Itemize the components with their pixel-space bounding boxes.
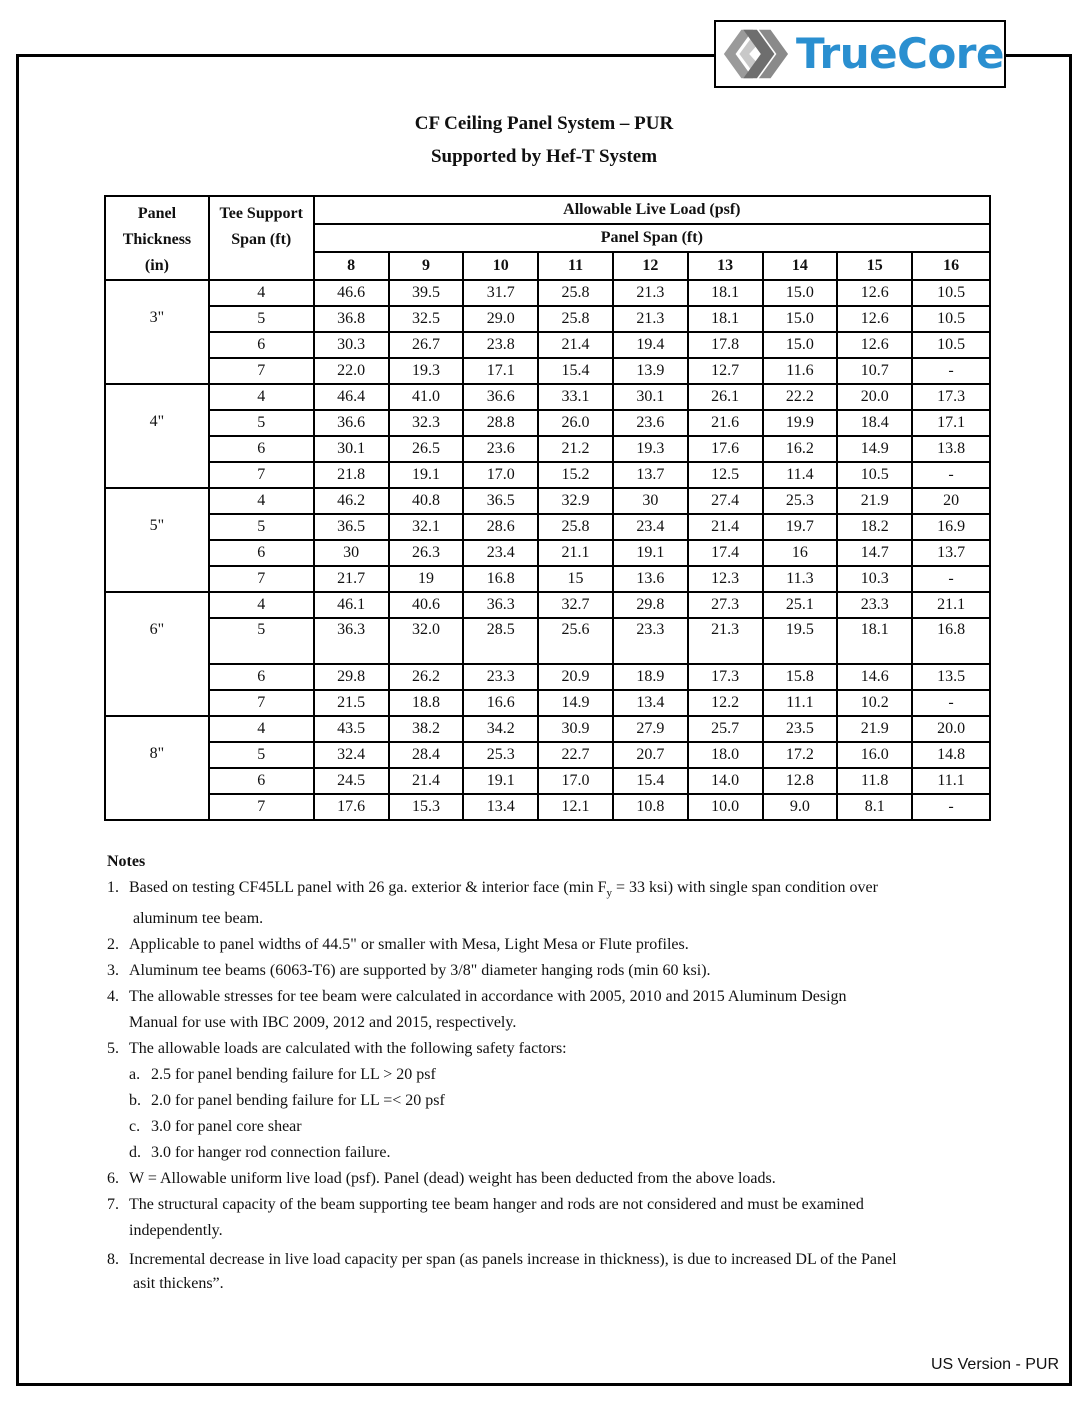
note-subitem: a. 2.5 for panel bending failure for LL > 20 psf <box>129 1066 436 1084</box>
load-value-cell: 34.2 <box>463 716 538 742</box>
load-value-cell: 10.8 <box>613 794 688 820</box>
tee-span-cell: 7 <box>209 358 314 384</box>
load-value-cell: 14.6 <box>837 664 912 690</box>
panel-thickness-cell: 5" <box>105 488 209 592</box>
load-value-cell: 32.0 <box>389 618 464 664</box>
load-value-cell: 13.4 <box>463 794 538 820</box>
load-value-cell: 18.1 <box>837 618 912 664</box>
header-span-11: 11 <box>538 252 613 280</box>
load-value-cell: 30 <box>613 488 688 514</box>
panel-thickness-cell: 3" <box>105 280 209 384</box>
header-span-8: 8 <box>314 252 389 280</box>
note-item <box>107 1036 1007 1166</box>
load-value-cell: 12.1 <box>538 794 613 820</box>
load-value-cell: 21.1 <box>912 592 990 618</box>
load-value-cell: 46.1 <box>314 592 389 618</box>
load-value-cell: 19 <box>389 566 464 592</box>
load-value-cell: 38.2 <box>389 716 464 742</box>
load-value-cell: 9.0 <box>763 794 838 820</box>
header-span-16: 16 <box>912 252 990 280</box>
load-value-cell: 25.8 <box>538 280 613 306</box>
load-value-cell: 40.6 <box>389 592 464 618</box>
note-subitem: b. 2.0 for panel bending failure for LL =< 20 psf <box>129 1092 445 1110</box>
header-span-12: 12 <box>613 252 688 280</box>
load-value-cell: 10.2 <box>837 690 912 716</box>
load-value-cell: 23.4 <box>613 514 688 540</box>
load-value-cell: 21.7 <box>314 566 389 592</box>
load-value-cell: 23.3 <box>613 618 688 664</box>
load-value-cell: 21.2 <box>538 436 613 462</box>
load-value-cell: 46.4 <box>314 384 389 410</box>
load-value-cell: - <box>912 566 990 592</box>
load-value-cell: 22.7 <box>538 742 613 768</box>
load-value-cell: 11.6 <box>763 358 838 384</box>
load-value-cell: 14.0 <box>688 768 763 794</box>
allowable-load-table <box>104 195 991 821</box>
load-value-cell: 13.6 <box>613 566 688 592</box>
load-value-cell: 15 <box>538 566 613 592</box>
load-value-cell: 17.0 <box>538 768 613 794</box>
load-value-cell: 19.3 <box>613 436 688 462</box>
note-number: 2. <box>107 936 119 954</box>
load-value-cell: 18.1 <box>688 306 763 332</box>
table-row <box>105 462 990 488</box>
load-value-cell: 22.0 <box>314 358 389 384</box>
note-subitem: c. 3.0 for panel core shear <box>129 1118 302 1136</box>
load-value-cell: 32.9 <box>538 488 613 514</box>
tee-span-cell: 6 <box>209 436 314 462</box>
header-span-13: 13 <box>688 252 763 280</box>
load-value-cell: 30.1 <box>314 436 389 462</box>
load-value-cell: 14.9 <box>837 436 912 462</box>
load-value-cell: 21.9 <box>837 488 912 514</box>
load-value-cell: 41.0 <box>389 384 464 410</box>
tee-span-cell: 6 <box>209 540 314 566</box>
load-value-cell: 18.2 <box>837 514 912 540</box>
table-row <box>105 280 990 306</box>
load-value-cell: 19.3 <box>389 358 464 384</box>
load-value-cell: - <box>912 690 990 716</box>
table-row <box>105 566 990 592</box>
load-value-cell: 20.7 <box>613 742 688 768</box>
load-value-cell: 19.7 <box>763 514 838 540</box>
load-value-cell: 13.9 <box>613 358 688 384</box>
load-value-cell: 20.9 <box>538 664 613 690</box>
load-value-cell: 12.8 <box>763 768 838 794</box>
load-value-cell: 30.3 <box>314 332 389 358</box>
load-value-cell: 39.5 <box>389 280 464 306</box>
table-row <box>105 384 990 410</box>
table-row <box>105 410 990 436</box>
tee-span-cell: 6 <box>209 332 314 358</box>
load-value-cell: 26.1 <box>688 384 763 410</box>
load-value-cell: 26.5 <box>389 436 464 462</box>
load-value-cell: 10.0 <box>688 794 763 820</box>
load-value-cell: 17.2 <box>763 742 838 768</box>
load-value-cell: 32.1 <box>389 514 464 540</box>
note-item <box>107 958 1007 984</box>
load-value-cell: 18.1 <box>688 280 763 306</box>
load-value-cell: 16.8 <box>912 618 990 664</box>
note-item <box>107 1248 1007 1296</box>
load-value-cell: 15.8 <box>763 664 838 690</box>
note-item <box>107 1166 1007 1192</box>
tee-span-cell: 7 <box>209 462 314 488</box>
tee-span-cell: 4 <box>209 384 314 410</box>
note-text: Based on testing CF45LL panel with 26 ga. exterior & interior face (min $F_y = 33$ ksi) with single span condition over <box>129 879 878 900</box>
tee-span-cell: 7 <box>209 690 314 716</box>
table-row <box>105 332 990 358</box>
header-panel-span: Panel Span (ft) <box>314 224 990 252</box>
load-value-cell: 15.2 <box>538 462 613 488</box>
load-value-cell: 36.8 <box>314 306 389 332</box>
load-value-cell: 21.6 <box>688 410 763 436</box>
load-value-cell: 28.8 <box>463 410 538 436</box>
load-value-cell: 11.1 <box>763 690 838 716</box>
page-title: CF Ceiling Panel System – PUR <box>414 113 674 134</box>
load-value-cell: 28.6 <box>463 514 538 540</box>
tee-span-cell: 5 <box>209 514 314 540</box>
note-continuation: aluminum tee beam. <box>133 910 264 928</box>
load-value-cell: 33.1 <box>538 384 613 410</box>
table-row <box>105 618 990 664</box>
table-row <box>105 716 990 742</box>
load-value-cell: 22.2 <box>763 384 838 410</box>
header-allowable-live-load: Allowable Live Load (psf) <box>314 196 990 224</box>
load-value-cell: 13.4 <box>613 690 688 716</box>
tee-span-cell: 6 <box>209 664 314 690</box>
load-value-cell: 23.3 <box>463 664 538 690</box>
load-value-cell: 26.3 <box>389 540 464 566</box>
table-row <box>105 436 990 462</box>
load-value-cell: 11.4 <box>763 462 838 488</box>
load-value-cell: 27.9 <box>613 716 688 742</box>
tee-span-cell: 5 <box>209 618 314 664</box>
load-value-cell: 18.9 <box>613 664 688 690</box>
note-text: Incremental decrease in live load capacity per span (as panels increase in thickness), is due to increased DL of the Panel <box>129 1251 897 1269</box>
load-value-cell: 36.3 <box>314 618 389 664</box>
load-value-cell: 12.6 <box>837 280 912 306</box>
load-value-cell: 12.5 <box>688 462 763 488</box>
load-value-cell: 36.6 <box>314 410 389 436</box>
load-value-cell: 29.8 <box>314 664 389 690</box>
table-row <box>105 488 990 514</box>
load-value-cell: 10.3 <box>837 566 912 592</box>
load-value-cell: 18.0 <box>688 742 763 768</box>
load-value-cell: 25.8 <box>538 514 613 540</box>
tee-span-cell: 4 <box>209 592 314 618</box>
load-value-cell: 21.3 <box>613 306 688 332</box>
note-item <box>107 1192 1007 1244</box>
load-value-cell: 32.5 <box>389 306 464 332</box>
note-continuation: Manual for use with IBC 2009, 2012 and 2015, respectively. <box>129 1014 517 1032</box>
load-value-cell: 21.4 <box>538 332 613 358</box>
load-value-cell: 20.0 <box>912 716 990 742</box>
load-value-cell: 24.5 <box>314 768 389 794</box>
header-span-14: 14 <box>763 252 838 280</box>
load-value-cell: 27.3 <box>688 592 763 618</box>
load-value-cell: 36.3 <box>463 592 538 618</box>
load-value-cell: 25.7 <box>688 716 763 742</box>
load-value-cell: 18.4 <box>837 410 912 436</box>
panel-thickness-cell: 6" <box>105 592 209 716</box>
load-value-cell: 19.1 <box>463 768 538 794</box>
header-tee-support-span: Tee Support Span (ft) <box>209 196 314 280</box>
load-value-cell: 29.0 <box>463 306 538 332</box>
load-value-cell: 23.3 <box>837 592 912 618</box>
load-value-cell: 32.3 <box>389 410 464 436</box>
load-value-cell: 8.1 <box>837 794 912 820</box>
load-value-cell: 30.1 <box>613 384 688 410</box>
load-value-cell: 25.1 <box>763 592 838 618</box>
load-value-cell: 17.0 <box>463 462 538 488</box>
header-span-10: 10 <box>463 252 538 280</box>
load-value-cell: 15.0 <box>763 332 838 358</box>
load-value-cell: 15.3 <box>389 794 464 820</box>
load-value-cell: - <box>912 794 990 820</box>
version-label: US Version - PUR <box>930 1356 1059 1373</box>
load-value-cell: 21.8 <box>314 462 389 488</box>
load-value-cell: 27.4 <box>688 488 763 514</box>
load-value-cell: 17.1 <box>463 358 538 384</box>
note-text: Applicable to panel widths of 44.5" or smaller with Mesa, Light Mesa or Flute profiles. <box>129 936 689 954</box>
table-row <box>105 514 990 540</box>
load-value-cell: 28.4 <box>389 742 464 768</box>
load-value-cell: 19.1 <box>389 462 464 488</box>
load-value-cell: 30 <box>314 540 389 566</box>
load-value-cell: 25.8 <box>538 306 613 332</box>
load-value-cell: 10.5 <box>912 306 990 332</box>
load-value-cell: 17.4 <box>688 540 763 566</box>
load-value-cell: 28.5 <box>463 618 538 664</box>
load-value-cell: 14.9 <box>538 690 613 716</box>
load-value-cell: 36.5 <box>463 488 538 514</box>
table-row <box>105 540 990 566</box>
load-value-cell: 20 <box>912 488 990 514</box>
load-value-cell: 15.0 <box>763 306 838 332</box>
note-number: 5. <box>107 1040 119 1058</box>
load-value-cell: 16.8 <box>463 566 538 592</box>
brand-logo <box>714 20 1006 88</box>
note-text: The allowable stresses for tee beam were calculated in accordance with 2005, 2010 and 2015 Aluminum Design <box>129 988 847 1006</box>
load-value-cell: 13.8 <box>912 436 990 462</box>
load-value-cell: 10.5 <box>912 332 990 358</box>
load-value-cell: 11.3 <box>763 566 838 592</box>
load-value-cell: 20.0 <box>837 384 912 410</box>
load-value-cell: 17.8 <box>688 332 763 358</box>
load-value-cell: 21.5 <box>314 690 389 716</box>
note-number: 4. <box>107 988 119 1006</box>
note-number: 3. <box>107 962 119 980</box>
load-value-cell: - <box>912 462 990 488</box>
note-text: W = Allowable uniform live load (psf). Panel (dead) weight has been deducted from the above loads. <box>129 1170 776 1188</box>
load-value-cell: 14.8 <box>912 742 990 768</box>
tee-span-cell: 4 <box>209 280 314 306</box>
note-item <box>107 875 1007 932</box>
table-row <box>105 592 990 618</box>
note-item <box>107 984 1007 1036</box>
load-value-cell: 17.6 <box>688 436 763 462</box>
brand-name: TrueCore <box>795 29 1004 78</box>
load-value-cell: 30.9 <box>538 716 613 742</box>
load-value-cell: 13.5 <box>912 664 990 690</box>
note-number: 1. <box>107 879 119 896</box>
load-value-cell: 10.5 <box>837 462 912 488</box>
load-value-cell: 16.2 <box>763 436 838 462</box>
note-number: 8. <box>107 1251 119 1269</box>
note-number: 7. <box>107 1196 119 1214</box>
table-row <box>105 664 990 690</box>
header-panel-thickness: Panel Thickness (in) <box>105 196 209 280</box>
note-text: The allowable loads are calculated with the following safety factors: <box>129 1040 567 1058</box>
load-value-cell: 26.0 <box>538 410 613 436</box>
load-value-cell: 21.3 <box>613 280 688 306</box>
table-row <box>105 794 990 820</box>
load-value-cell: 17.3 <box>912 384 990 410</box>
load-value-cell: 46.2 <box>314 488 389 514</box>
load-value-cell: 32.7 <box>538 592 613 618</box>
load-value-cell: 17.6 <box>314 794 389 820</box>
table-row <box>105 690 990 716</box>
load-value-cell: 11.8 <box>837 768 912 794</box>
load-value-cell: 21.3 <box>688 618 763 664</box>
page-subtitle: Supported by Hef-T System <box>430 146 658 167</box>
load-value-cell: 26.2 <box>389 664 464 690</box>
load-value-cell: 12.6 <box>837 332 912 358</box>
tee-span-cell: 7 <box>209 566 314 592</box>
load-value-cell: 10.7 <box>837 358 912 384</box>
load-value-cell: 19.5 <box>763 618 838 664</box>
tee-span-cell: 4 <box>209 488 314 514</box>
load-value-cell: 17.1 <box>912 410 990 436</box>
load-value-cell: 40.8 <box>389 488 464 514</box>
load-value-cell: 15.4 <box>538 358 613 384</box>
load-value-cell: 10.5 <box>912 280 990 306</box>
load-value-cell: 23.5 <box>763 716 838 742</box>
load-value-cell: 19.1 <box>613 540 688 566</box>
load-value-cell: 31.7 <box>463 280 538 306</box>
note-continuation: independently. <box>129 1222 223 1240</box>
tee-span-cell: 6 <box>209 768 314 794</box>
load-value-cell: 16.6 <box>463 690 538 716</box>
tee-span-cell: 5 <box>209 306 314 332</box>
tee-span-cell: 5 <box>209 742 314 768</box>
load-value-cell: 25.6 <box>538 618 613 664</box>
load-value-cell: 21.1 <box>538 540 613 566</box>
notes-section <box>107 849 1007 1296</box>
header-span-15: 15 <box>837 252 912 280</box>
load-value-cell: 25.3 <box>763 488 838 514</box>
load-value-cell: 21.4 <box>389 768 464 794</box>
table-row <box>105 742 990 768</box>
load-value-cell: 46.6 <box>314 280 389 306</box>
load-value-cell: 12.2 <box>688 690 763 716</box>
table-row <box>105 306 990 332</box>
load-value-cell: 36.6 <box>463 384 538 410</box>
load-value-cell: 43.5 <box>314 716 389 742</box>
load-value-cell: 13.7 <box>613 462 688 488</box>
note-subitem: d. 3.0 for hanger rod connection failure. <box>129 1144 391 1162</box>
load-value-cell: 15.4 <box>613 768 688 794</box>
load-value-cell: 18.8 <box>389 690 464 716</box>
load-value-cell: 17.3 <box>688 664 763 690</box>
note-text: Aluminum tee beams (6063-T6) are supported by 3/8" diameter hanging rods (min 60 ksi). <box>129 962 711 980</box>
load-value-cell: 16.0 <box>837 742 912 768</box>
notes-heading: Notes <box>107 853 146 870</box>
load-value-cell: 15.0 <box>763 280 838 306</box>
note-text: The structural capacity of the beam supporting tee beam hanger and rods are not considered and must be examined <box>129 1196 864 1214</box>
load-value-cell: 13.7 <box>912 540 990 566</box>
tee-span-cell: 4 <box>209 716 314 742</box>
load-value-cell: 25.3 <box>463 742 538 768</box>
tee-span-cell: 7 <box>209 794 314 820</box>
load-value-cell: 19.9 <box>763 410 838 436</box>
load-value-cell: 16.9 <box>912 514 990 540</box>
tee-span-cell: 5 <box>209 410 314 436</box>
load-value-cell: 26.7 <box>389 332 464 358</box>
load-value-cell: 21.9 <box>837 716 912 742</box>
load-value-cell: 12.6 <box>837 306 912 332</box>
load-value-cell: 16 <box>763 540 838 566</box>
note-number: 6. <box>107 1170 119 1188</box>
load-value-cell: 12.3 <box>688 566 763 592</box>
panel-thickness-cell: 4" <box>105 384 209 488</box>
load-value-cell: 19.4 <box>613 332 688 358</box>
table-row <box>105 768 990 794</box>
load-value-cell: 23.4 <box>463 540 538 566</box>
load-value-cell: 23.6 <box>613 410 688 436</box>
truecore-chevron-logo-icon <box>720 25 790 83</box>
note-continuation: asit thickens”. <box>133 1275 224 1293</box>
load-value-cell: 23.8 <box>463 332 538 358</box>
load-value-cell: 14.7 <box>837 540 912 566</box>
load-value-cell: 21.4 <box>688 514 763 540</box>
load-value-cell: - <box>912 358 990 384</box>
load-value-cell: 23.6 <box>463 436 538 462</box>
load-value-cell: 12.7 <box>688 358 763 384</box>
header-span-9: 9 <box>389 252 464 280</box>
load-value-cell: 29.8 <box>613 592 688 618</box>
load-value-cell: 11.1 <box>912 768 990 794</box>
load-value-cell: 36.5 <box>314 514 389 540</box>
panel-thickness-cell: 8" <box>105 716 209 820</box>
load-value-cell: 32.4 <box>314 742 389 768</box>
table-row <box>105 358 990 384</box>
note-item <box>107 932 1007 958</box>
